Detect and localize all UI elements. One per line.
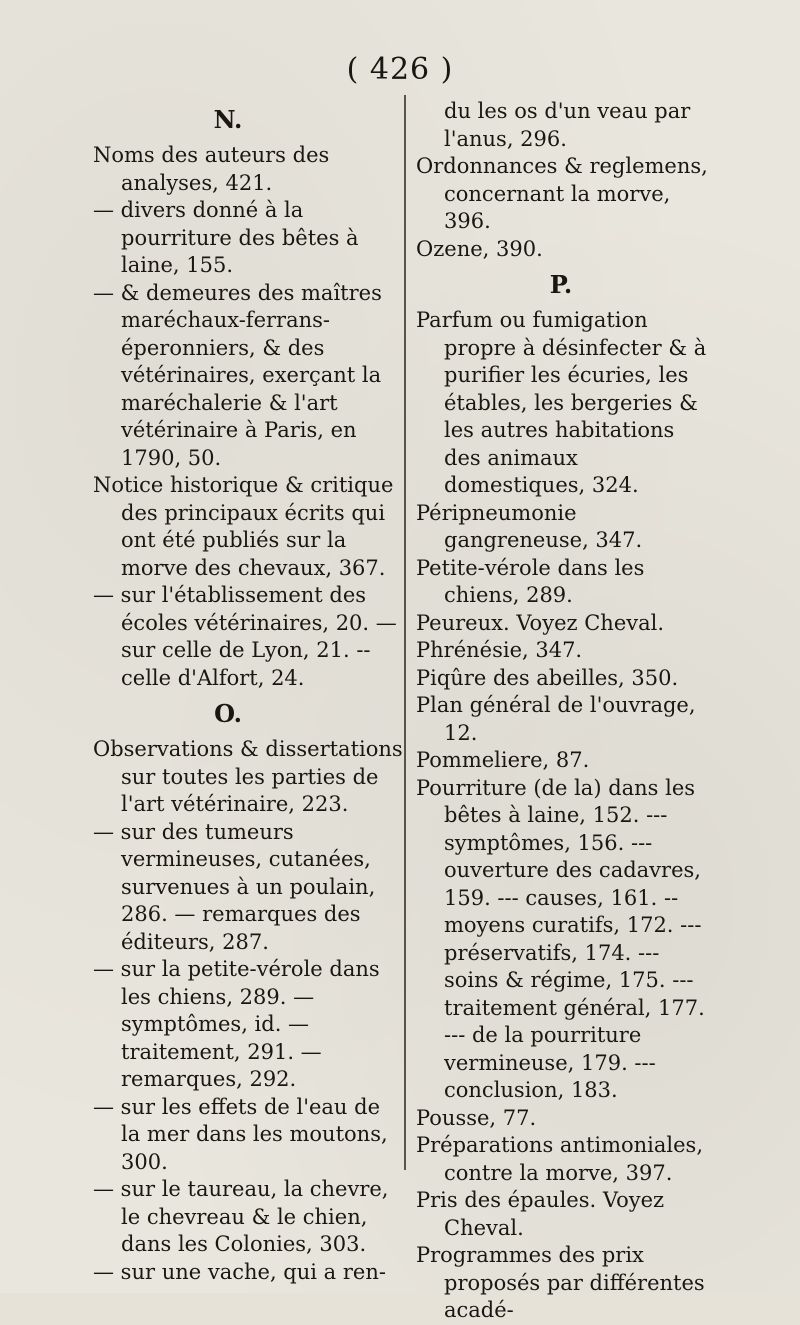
page-number: ( 426 ) bbox=[346, 52, 454, 87]
column-divider bbox=[404, 95, 406, 1170]
index-entry: Ozene, 390. bbox=[416, 236, 543, 261]
index-entry: — sur les effets de l'eau de la mer dans les moutons, 300. bbox=[93, 1094, 388, 1174]
index-entry: — sur la petite-vérole dans les chiens, 289. — symptômes, id. — traitement, 291. — remarques, 292. bbox=[93, 957, 380, 1091]
index-entry: Pommeliere, 87. bbox=[416, 748, 590, 772]
index-entry: Parfum ou fumigation propre à désinfecter & à purifier les écuries, les étables, les bergeries & les autres habitations des animaux domestiques, 324. bbox=[416, 308, 707, 497]
index-entry-continued: du les os d'un veau par l'anus, 296. bbox=[444, 99, 691, 151]
index-entry: Peureux. Voyez Cheval. bbox=[416, 610, 665, 635]
index-entry: Préparations antimoniales, contre la morve, 397. bbox=[416, 1133, 704, 1185]
index-entry: Observations & dissertations sur toutes les parties de l'art vétérinaire, 223. bbox=[93, 737, 403, 816]
section-heading-p: P. bbox=[549, 270, 573, 299]
left-column bbox=[93, 98, 403, 1286]
index-entry: Programmes des prix proposés par différentes acadé- bbox=[416, 1243, 705, 1322]
index-entry: Péripneumonie gangreneuse, 347. bbox=[416, 500, 643, 552]
index-entry: — & demeures des maîtres maréchaux-ferrans-éperonniers, & des vétérinaires, exerçant la maréchalerie & l'art vétérinaire à Paris, en 1790, 50. bbox=[93, 280, 382, 470]
index-entry: Ordonnances & reglemens, concernant la morve, 396. bbox=[416, 154, 708, 233]
index-entry: Notice historique & critique des principaux écrits qui ont été publiés sur la morve des chevaux, 367. bbox=[93, 473, 394, 580]
index-entry: Piqûre des abeilles, 350. bbox=[416, 665, 679, 690]
index-entry: Plan général de l'ouvrage, 12. bbox=[416, 693, 696, 745]
index-entry: Pris des épaules. Voyez Cheval. bbox=[416, 1188, 665, 1240]
section-heading-o: O. bbox=[214, 699, 242, 728]
section-heading-n: N. bbox=[213, 105, 243, 134]
index-entry: — sur le taureau, la chevre, le chevreau & le chien, dans les Colonies, 303. bbox=[93, 1177, 389, 1256]
index-entry: Petite-vérole dans les chiens, 289. bbox=[416, 555, 645, 607]
index-entry: — sur des tumeurs vermineuses, cutanées, survenues à un poulain, 286. — remarques des éditeurs, 287. bbox=[93, 819, 376, 954]
index-entry: — sur une vache, qui a ren- bbox=[93, 1259, 386, 1284]
index-entry: Pousse, 77. bbox=[416, 1105, 537, 1130]
index-entry: — divers donné à la pourriture des bêtes à laine, 155. bbox=[93, 198, 359, 277]
right-column bbox=[416, 98, 716, 1325]
index-entry: Phrénésie, 347. bbox=[416, 638, 583, 662]
index-entry: Pourriture (de la) dans les bêtes à laine, 152. --- symptômes, 156. --- ouverture des cadavres, 159. --- causes, 161. -- moyens curatifs, 172. --- préservatifs, 174. --- soins & régime, 175. --- traitement général, 177. --- de la pourriture vermineuse, 179. --- conclusion, 183. bbox=[416, 775, 705, 1102]
index-entry: — sur l'établissement des écoles vétérinaires, 20. — sur celle de Lyon, 21. -- celle d'Alfort, 24. bbox=[93, 583, 397, 690]
index-entry: Noms des auteurs des analyses, 421. bbox=[93, 143, 330, 195]
